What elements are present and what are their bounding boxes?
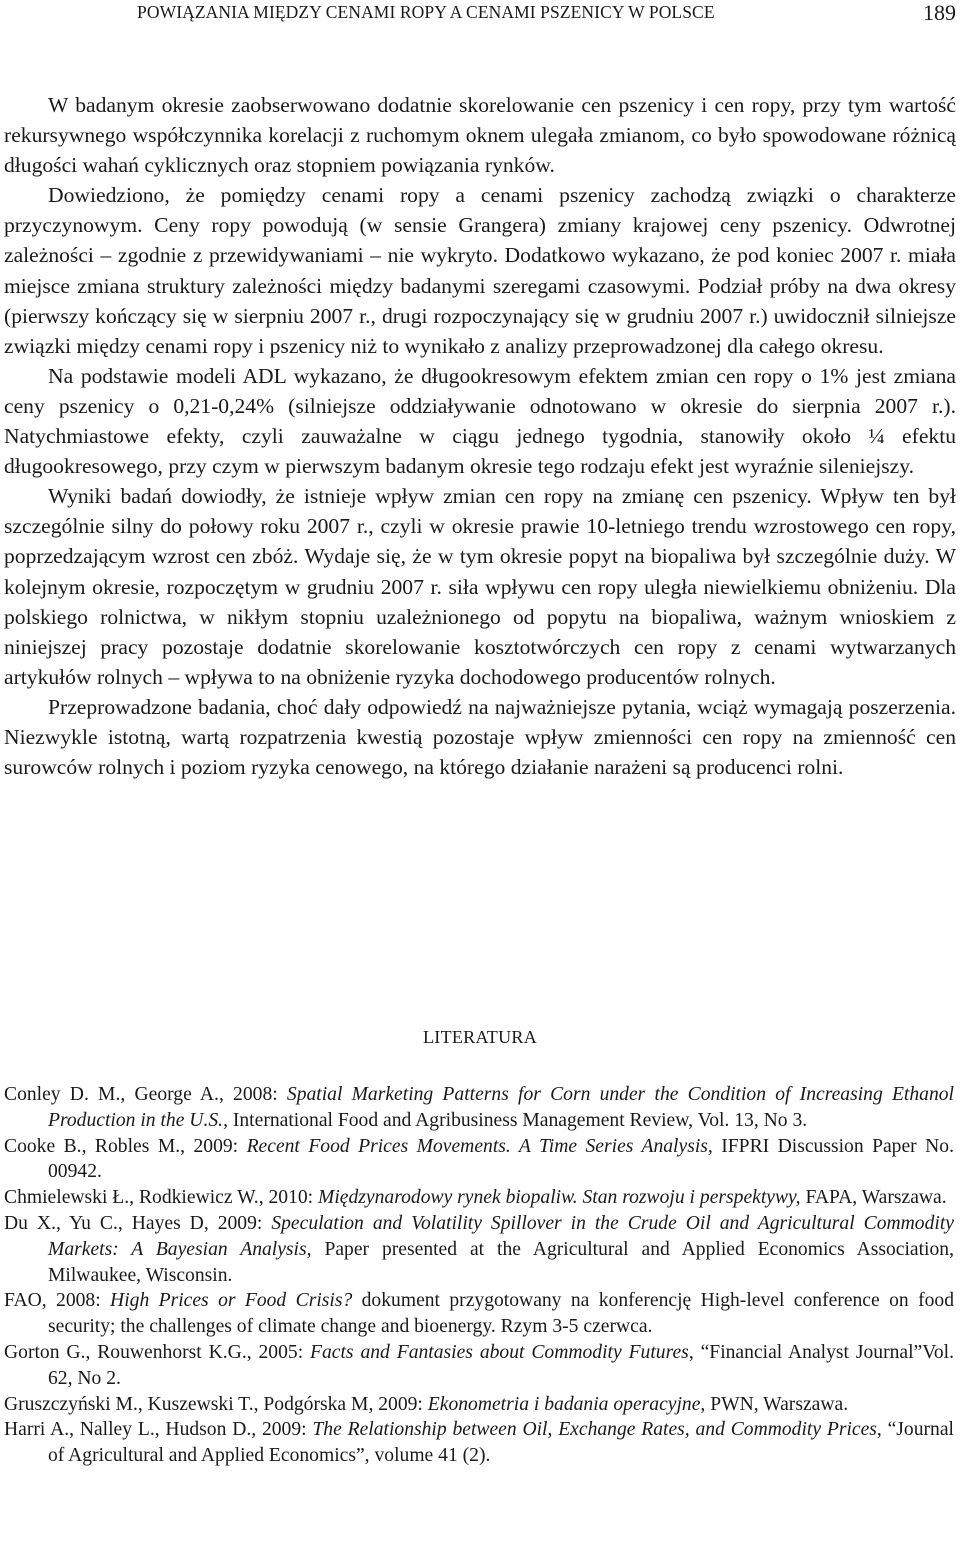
reference-source: , “Journal of Agricultural and Applied Economics”, volume 41 (2). bbox=[48, 1419, 954, 1467]
reference-source: FAPA, Warszawa. bbox=[800, 1187, 947, 1209]
page-number: 189 bbox=[923, 0, 956, 25]
reference-item bbox=[4, 1392, 954, 1418]
reference-authors: Chmielewski Ł., Rodkiewicz W., 2010: bbox=[4, 1187, 319, 1209]
reference-authors: Conley D. M., George A., 2008: bbox=[4, 1084, 287, 1105]
reference-title: Facts and Fantasies about Commodity Futures bbox=[310, 1341, 689, 1363]
reference-source: , PWN, Warszawa. bbox=[700, 1393, 849, 1415]
reference-authors: FAO, 2008: bbox=[4, 1290, 111, 1312]
running-head: POWIĄZANIA MIĘDZY CENAMI ROPY A CENAMI PSZENICY W POLSCE bbox=[137, 2, 715, 22]
reference-title: High Prices or Food Crisis? bbox=[110, 1290, 353, 1312]
reference-authors: Harri A., Nalley L., Hudson D., 2009: bbox=[4, 1419, 313, 1441]
reference-authors: Cooke B., Robles M., 2009: bbox=[4, 1135, 247, 1157]
reference-source: IFPRI Discussion Paper No. 00942. bbox=[48, 1135, 954, 1183]
reference-item bbox=[4, 1211, 954, 1288]
reference-authors: Gruszczyński M., Kuszewski T., Podgórska M, 2009: bbox=[4, 1393, 428, 1415]
reference-item bbox=[4, 1134, 954, 1186]
reference-source: , Paper presented at the Agricultural and Applied Economics Association, Milwaukee, Wisconsin. bbox=[48, 1238, 954, 1286]
reference-item bbox=[4, 1417, 954, 1469]
reference-authors: Gorton G., Rouwenhorst K.G., 2005: bbox=[4, 1341, 311, 1363]
reference-source: , “Financial Analyst Journal”Vol. 62, No 2. bbox=[48, 1341, 955, 1389]
reference-item bbox=[4, 1082, 954, 1134]
reference-source: dokument przygotowany na konferencję High-level conference on food security; the challenges of climate change and bioenergy. Rzym 3-5 czerwca. bbox=[48, 1290, 954, 1338]
paragraph: Przeprowadzone badania, choć dały odpowiedź na najważniejsze pytania, wciąż wymagają poszerzenia. Niezwykle istotną, wartą rozpatrzenia kwestią pozostaje wpływ zmienności cen ropy na zmienność cen surowców rolnych i poziom ryzyka cenowego, na którego działanie narażeni są producenci rolni. bbox=[4, 694, 956, 780]
reference-title: Speculation and Volatility Spillover in the Crude Oil and Agricultural Commodity Markets: A Bayesian Analysis bbox=[48, 1212, 954, 1260]
reference-title: Spatial Marketing Patterns for Corn under the Condition of Increasing Ethanol Production in the U.S. bbox=[48, 1084, 954, 1131]
reference-title: The Relationship between Oil, Exchange Rates, and Commodity Prices bbox=[312, 1419, 877, 1441]
reference-title: Ekonometria i badania operacyjne bbox=[427, 1393, 701, 1415]
paragraph: Wyniki badań dowiodły, że istnieje wpływ zmian cen ropy na zmianę cen pszenicy. Wpływ ten był szczególnie silny do połowy roku 2007 r., czyli w okresie prawie 10-letniego trendu wzrostowego cen ropy, poprzedzającym wzrost cen zbóż. Wydaje się, że w tym okresie popyt na biopaliwa był szczególnie duży. W kolejnym okresie, rozpoczętym w grudniu 2007 r. siła wpływu cen ropy uległa niewielkiemu obniżeniu. Dla polskiego rolnictwa, w nikłym stopniu uzależnionego od popytu na biopaliwa, ważnym wnioskiem z niniejszej pracy pozostaje dodatnie skorelowanie kosztotwórczych cen ropy z cenami wytwarzanych artykułów rolnych – wpływa to na obniżenie ryzyka dochodowego producentów rolnych. bbox=[4, 484, 956, 689]
reference-title: Recent Food Prices Movements. A Time Series Analysis, bbox=[246, 1135, 713, 1157]
section-title: LITERATURA bbox=[423, 1027, 537, 1047]
page-header bbox=[0, 0, 960, 30]
paragraph: Dowiedziono, że pomiędzy cenami ropy a cenami pszenicy zachodzą związki o charakterze przyczynowym. Ceny ropy powodują (w sensie Grangera) zmiany krajowej ceny pszenicy. Odwrotnej zależności – zgodnie z przewidywaniami – nie wykryto. Dodatkowo wykazano, że pod koniec 2007 r. miała miejsce zmiana struktury zależności między badanymi szeregami czasowymi. Podział próby na dwa okresy (pierwszy kończący się w sierpniu 2007 r., drugi rozpoczynający się w grudniu 2007 r.) uwidocznił silniejsze związki między cenami ropy i pszenicy niż to wynikało z analizy przeprowadzonej dla całego okresu. bbox=[4, 183, 956, 358]
reference-item bbox=[4, 1288, 954, 1340]
reference-item bbox=[4, 1185, 954, 1211]
body-text bbox=[4, 90, 956, 782]
paragraph: W badanym okresie zaobserwowano dodatnie skorelowanie cen pszenicy i cen ropy, przy tym wartość rekursywnego współczynnika korelacji z ruchomym oknem ulegała zmianom, co było spowodowane różnicą długości wahań cyklicznych oraz stopniem powiązania rynków. bbox=[4, 93, 956, 178]
reference-list bbox=[4, 1082, 954, 1469]
reference-item bbox=[4, 1340, 954, 1392]
paragraph: Na podstawie modeli ADL wykazano, że długookresowym efektem zmian cen ropy o 1% jest zmiana ceny pszenicy o 0,21-0,24% (silniejsze oddziaływanie odnotowano w okresie do sierpnia 2007 r.). Natychmiastowe efekty, czyli zauważalne w ciągu jednego tygodnia, stanowiły około ¼ efektu długookresowego, przy czym w pierwszym badanym okresie tego rodzaju efekt jest wyraźnie sileniejszy. bbox=[4, 363, 956, 479]
reference-source: , International Food and Agribusiness Management Review, Vol. 13, No 3. bbox=[223, 1109, 808, 1131]
reference-title: Międzynarodowy rynek biopaliw. Stan rozwoju i perspektywy, bbox=[318, 1187, 801, 1209]
reference-authors: Du X., Yu C., Hayes D, 2009: bbox=[4, 1212, 272, 1234]
